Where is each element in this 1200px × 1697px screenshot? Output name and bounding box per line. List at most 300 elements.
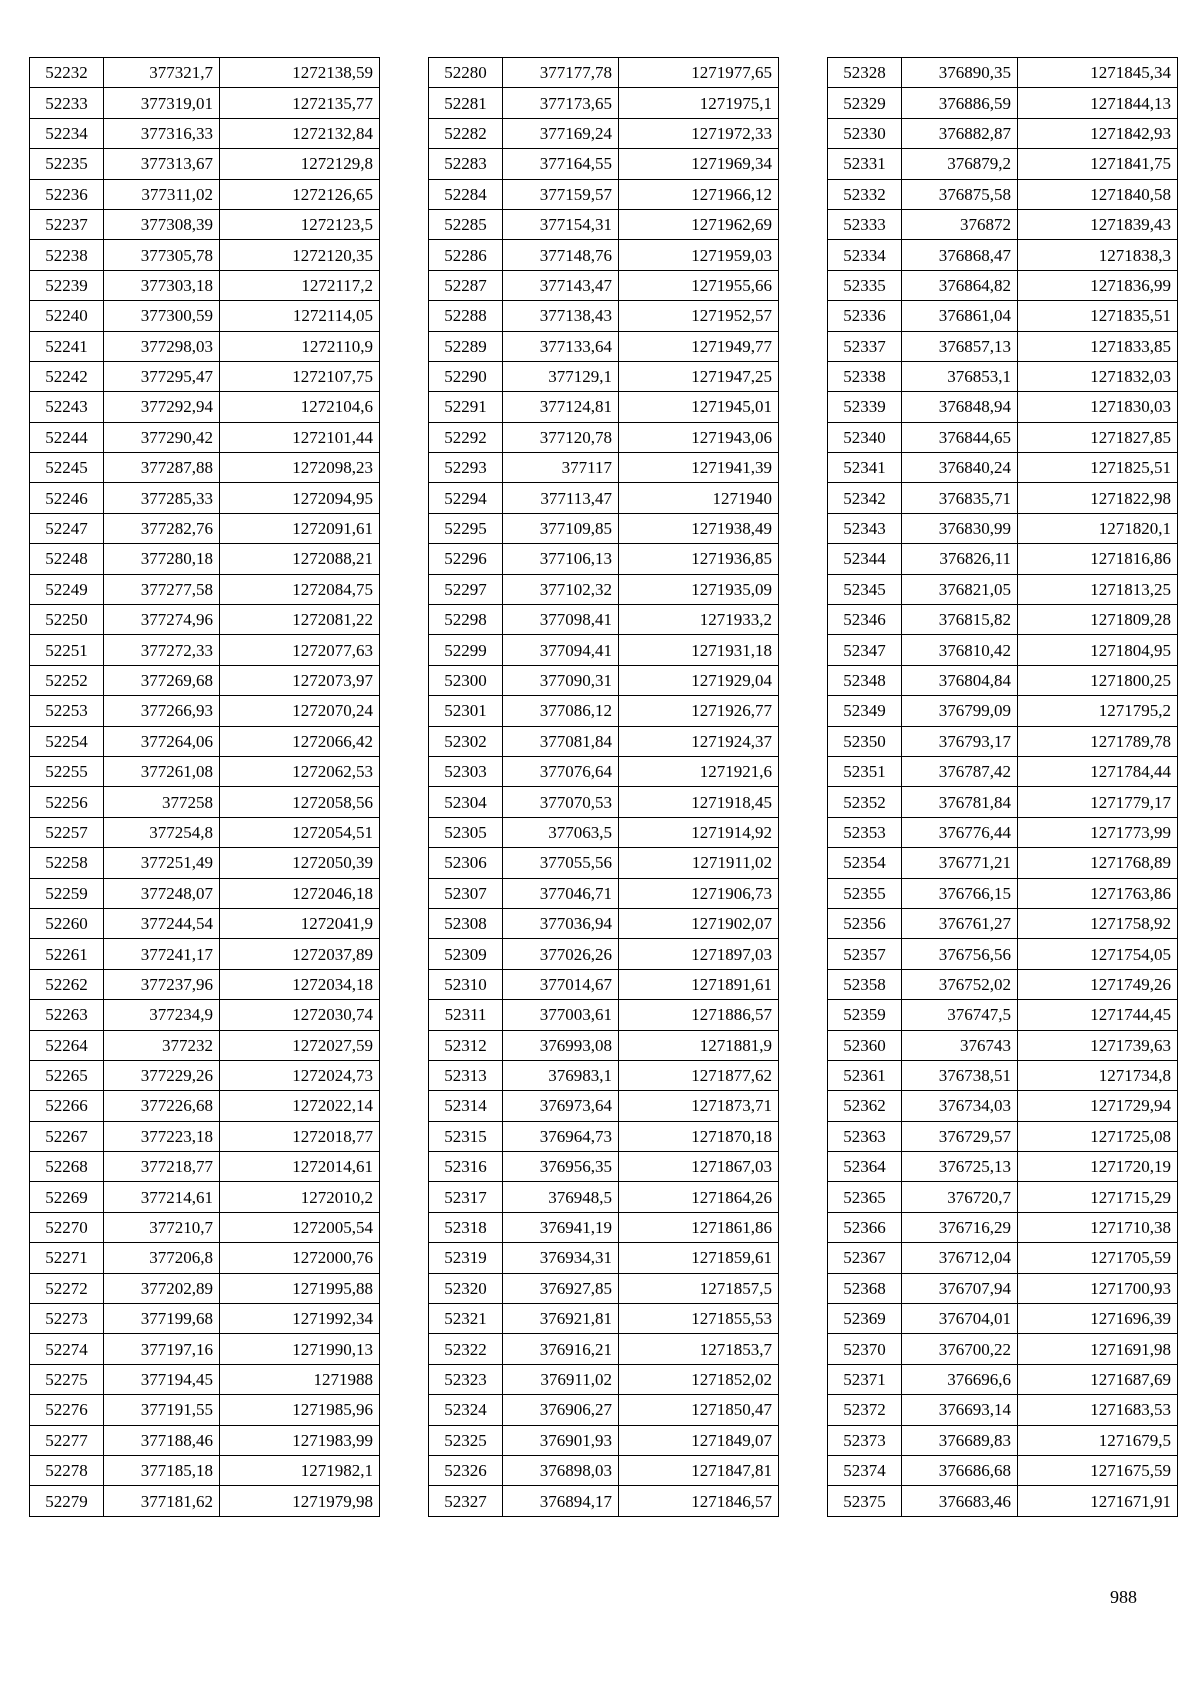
x-coordinate-cell: 376864,82 [902,270,1018,300]
x-coordinate-cell: 377188,46 [104,1425,220,1455]
y-coordinate-cell: 1272120,35 [220,240,380,270]
table-row [828,1182,1178,1212]
table-row [429,726,779,756]
y-coordinate-cell: 1271969,34 [619,149,779,179]
y-coordinate-cell: 1271873,71 [619,1091,779,1121]
x-coordinate-cell: 377177,78 [503,58,619,88]
y-coordinate-cell: 1271832,03 [1018,361,1178,391]
y-coordinate-cell: 1271988 [220,1364,380,1394]
x-coordinate-cell: 376799,09 [902,696,1018,726]
point-id-cell: 52361 [828,1060,902,1090]
table-row [30,665,380,695]
table-row [828,544,1178,574]
x-coordinate-cell: 377098,41 [503,605,619,635]
table-row [30,1304,380,1334]
point-id-cell: 52329 [828,88,902,118]
y-coordinate-cell: 1271983,99 [220,1425,380,1455]
table-row [429,605,779,635]
table-row [30,1273,380,1303]
y-coordinate-cell: 1271838,3 [1018,240,1178,270]
x-coordinate-cell: 376815,82 [902,605,1018,635]
y-coordinate-cell: 1271924,37 [619,726,779,756]
point-id-cell: 52309 [429,939,503,969]
table-row [30,1243,380,1273]
point-id-cell: 52328 [828,58,902,88]
x-coordinate-cell: 376787,42 [902,756,1018,786]
x-coordinate-cell: 377319,01 [104,88,220,118]
point-id-cell: 52240 [30,301,104,331]
table-row [429,939,779,969]
y-coordinate-cell: 1271955,66 [619,270,779,300]
x-coordinate-cell: 376804,84 [902,665,1018,695]
x-coordinate-cell: 376872 [902,209,1018,239]
x-coordinate-cell: 376911,02 [503,1364,619,1394]
table-row [429,88,779,118]
x-coordinate-cell: 376734,03 [902,1091,1018,1121]
y-coordinate-cell: 1271841,75 [1018,149,1178,179]
point-id-cell: 52298 [429,605,503,635]
point-id-cell: 52343 [828,513,902,543]
y-coordinate-cell: 1272037,89 [220,939,380,969]
x-coordinate-cell: 376941,19 [503,1212,619,1242]
y-coordinate-cell: 1271779,17 [1018,787,1178,817]
y-coordinate-cell: 1271820,1 [1018,513,1178,543]
point-id-cell: 52295 [429,513,503,543]
x-coordinate-cell: 376835,71 [902,483,1018,513]
point-id-cell: 52340 [828,422,902,452]
x-coordinate-cell: 377269,68 [104,665,220,695]
table-row [828,817,1178,847]
x-coordinate-cell: 376868,47 [902,240,1018,270]
x-coordinate-cell: 377003,61 [503,1000,619,1030]
x-coordinate-cell: 377185,18 [104,1455,220,1485]
x-coordinate-cell: 376712,04 [902,1243,1018,1273]
y-coordinate-cell: 1272129,8 [220,149,380,179]
point-id-cell: 52339 [828,392,902,422]
point-id-cell: 52342 [828,483,902,513]
x-coordinate-cell: 376898,03 [503,1455,619,1485]
table-row [429,1121,779,1151]
table-row [828,665,1178,695]
table-row [429,574,779,604]
point-id-cell: 52278 [30,1455,104,1485]
y-coordinate-cell: 1271671,91 [1018,1486,1178,1516]
point-id-cell: 52277 [30,1425,104,1455]
table-row [30,270,380,300]
table-row [429,179,779,209]
y-coordinate-cell: 1272073,97 [220,665,380,695]
y-coordinate-cell: 1271749,26 [1018,969,1178,999]
table-row [30,1455,380,1485]
point-id-cell: 52249 [30,574,104,604]
point-id-cell: 52358 [828,969,902,999]
table-row [828,88,1178,118]
x-coordinate-cell: 377086,12 [503,696,619,726]
table-row [30,908,380,938]
point-id-cell: 52318 [429,1212,503,1242]
table-row [828,422,1178,452]
x-coordinate-cell: 376693,14 [902,1395,1018,1425]
table-row [828,1030,1178,1060]
table-row [828,361,1178,391]
point-id-cell: 52250 [30,605,104,635]
point-id-cell: 52354 [828,848,902,878]
table-row [828,696,1178,726]
y-coordinate-cell: 1271833,85 [1018,331,1178,361]
y-coordinate-cell: 1271943,06 [619,422,779,452]
x-coordinate-cell: 377241,17 [104,939,220,969]
table-row [828,1000,1178,1030]
y-coordinate-cell: 1271959,03 [619,240,779,270]
y-coordinate-cell: 1272107,75 [220,361,380,391]
point-id-cell: 52285 [429,209,503,239]
point-id-cell: 52337 [828,331,902,361]
point-id-cell: 52275 [30,1364,104,1394]
table-row [429,908,779,938]
point-id-cell: 52322 [429,1334,503,1364]
point-id-cell: 52288 [429,301,503,331]
table-row [30,240,380,270]
table-row [30,149,380,179]
table-row [828,301,1178,331]
y-coordinate-cell: 1271949,77 [619,331,779,361]
point-id-cell: 52238 [30,240,104,270]
y-coordinate-cell: 1272050,39 [220,848,380,878]
x-coordinate-cell: 377070,53 [503,787,619,817]
y-coordinate-cell: 1271705,59 [1018,1243,1178,1273]
y-coordinate-cell: 1271982,1 [220,1455,380,1485]
table-row [828,1152,1178,1182]
table-row [429,1212,779,1242]
y-coordinate-cell: 1271789,78 [1018,726,1178,756]
y-coordinate-cell: 1272066,42 [220,726,380,756]
x-coordinate-cell: 377143,47 [503,270,619,300]
table-row [429,209,779,239]
point-id-cell: 52287 [429,270,503,300]
point-id-cell: 52307 [429,878,503,908]
point-id-cell: 52261 [30,939,104,969]
y-coordinate-cell: 1271683,53 [1018,1395,1178,1425]
table-row [828,1425,1178,1455]
y-coordinate-cell: 1271847,81 [619,1455,779,1485]
y-coordinate-cell: 1272104,6 [220,392,380,422]
y-coordinate-cell: 1272135,77 [220,88,380,118]
x-coordinate-cell: 377311,02 [104,179,220,209]
y-coordinate-cell: 1271804,95 [1018,635,1178,665]
point-id-cell: 52359 [828,1000,902,1030]
table-row [429,392,779,422]
y-coordinate-cell: 1271952,57 [619,301,779,331]
table-row [828,1060,1178,1090]
y-coordinate-cell: 1271729,94 [1018,1091,1178,1121]
point-id-cell: 52273 [30,1304,104,1334]
x-coordinate-cell: 377282,76 [104,513,220,543]
y-coordinate-cell: 1271840,58 [1018,179,1178,209]
table-row [30,1060,380,1090]
point-id-cell: 52312 [429,1030,503,1060]
x-coordinate-cell: 376826,11 [902,544,1018,574]
x-coordinate-cell: 376853,1 [902,361,1018,391]
point-id-cell: 52348 [828,665,902,695]
point-id-cell: 52366 [828,1212,902,1242]
table-row [828,939,1178,969]
table-row [429,270,779,300]
point-id-cell: 52330 [828,118,902,148]
y-coordinate-cell: 1271850,47 [619,1395,779,1425]
y-coordinate-cell: 1271836,99 [1018,270,1178,300]
table-row [429,756,779,786]
x-coordinate-cell: 377164,55 [503,149,619,179]
x-coordinate-cell: 377055,56 [503,848,619,878]
table-row [429,1060,779,1090]
x-coordinate-cell: 376916,21 [503,1334,619,1364]
x-coordinate-cell: 377308,39 [104,209,220,239]
table-row [828,605,1178,635]
y-coordinate-cell: 1272126,65 [220,179,380,209]
x-coordinate-cell: 376956,35 [503,1152,619,1182]
y-coordinate-cell: 1272022,14 [220,1091,380,1121]
point-id-cell: 52334 [828,240,902,270]
point-id-cell: 52364 [828,1152,902,1182]
x-coordinate-cell: 376993,08 [503,1030,619,1060]
table-row [429,878,779,908]
x-coordinate-cell: 376776,44 [902,817,1018,847]
y-coordinate-cell: 1271691,98 [1018,1334,1178,1364]
y-coordinate-cell: 1272014,61 [220,1152,380,1182]
x-coordinate-cell: 376810,42 [902,635,1018,665]
table-row [828,1273,1178,1303]
table-row [828,1455,1178,1485]
x-coordinate-cell: 376720,7 [902,1182,1018,1212]
y-coordinate-cell: 1271931,18 [619,635,779,665]
point-id-cell: 52356 [828,908,902,938]
y-coordinate-cell: 1271906,73 [619,878,779,908]
x-coordinate-cell: 377133,64 [503,331,619,361]
table-row [30,817,380,847]
y-coordinate-cell: 1272123,5 [220,209,380,239]
table-row [828,1121,1178,1151]
point-id-cell: 52284 [429,179,503,209]
coordinate-table-1 [29,57,380,1517]
table-row [30,88,380,118]
x-coordinate-cell: 377014,67 [503,969,619,999]
x-coordinate-cell: 377102,32 [503,574,619,604]
x-coordinate-cell: 376781,84 [902,787,1018,817]
point-id-cell: 52317 [429,1182,503,1212]
table-row [30,939,380,969]
y-coordinate-cell: 1271877,62 [619,1060,779,1090]
x-coordinate-cell: 377210,7 [104,1212,220,1242]
table-row [828,1395,1178,1425]
x-coordinate-cell: 376738,51 [902,1060,1018,1090]
x-coordinate-cell: 377106,13 [503,544,619,574]
x-coordinate-cell: 377090,31 [503,665,619,695]
table-row [30,1152,380,1182]
table-row [828,58,1178,88]
point-id-cell: 52372 [828,1395,902,1425]
coordinate-table-3 [827,57,1178,1517]
x-coordinate-cell: 377321,7 [104,58,220,88]
point-id-cell: 52308 [429,908,503,938]
point-id-cell: 52258 [30,848,104,878]
y-coordinate-cell: 1271849,07 [619,1425,779,1455]
point-id-cell: 52362 [828,1091,902,1121]
x-coordinate-cell: 376882,87 [902,118,1018,148]
y-coordinate-cell: 1271800,25 [1018,665,1178,695]
y-coordinate-cell: 1271859,61 [619,1243,779,1273]
x-coordinate-cell: 376921,81 [503,1304,619,1334]
x-coordinate-cell: 376752,02 [902,969,1018,999]
point-id-cell: 52279 [30,1486,104,1516]
y-coordinate-cell: 1272054,51 [220,817,380,847]
table-row [30,1425,380,1455]
point-id-cell: 52243 [30,392,104,422]
y-coordinate-cell: 1271929,04 [619,665,779,695]
table-row [30,453,380,483]
point-id-cell: 52357 [828,939,902,969]
point-id-cell: 52350 [828,726,902,756]
y-coordinate-cell: 1272091,61 [220,513,380,543]
y-coordinate-cell: 1272010,2 [220,1182,380,1212]
point-id-cell: 52256 [30,787,104,817]
table-row [828,969,1178,999]
x-coordinate-cell: 376948,5 [503,1182,619,1212]
x-coordinate-cell: 377046,71 [503,878,619,908]
point-id-cell: 52282 [429,118,503,148]
y-coordinate-cell: 1271739,63 [1018,1030,1178,1060]
point-id-cell: 52324 [429,1395,503,1425]
y-coordinate-cell: 1271846,57 [619,1486,779,1516]
table-row [30,969,380,999]
x-coordinate-cell: 377232 [104,1030,220,1060]
y-coordinate-cell: 1272094,95 [220,483,380,513]
table-row [429,453,779,483]
point-id-cell: 52246 [30,483,104,513]
point-id-cell: 52297 [429,574,503,604]
point-id-cell: 52341 [828,453,902,483]
point-id-cell: 52367 [828,1243,902,1273]
table-row [828,1486,1178,1516]
point-id-cell: 52259 [30,878,104,908]
table-row [30,179,380,209]
y-coordinate-cell: 1272077,63 [220,635,380,665]
y-coordinate-cell: 1271966,12 [619,179,779,209]
x-coordinate-cell: 377076,64 [503,756,619,786]
y-coordinate-cell: 1272041,9 [220,908,380,938]
x-coordinate-cell: 376983,1 [503,1060,619,1090]
y-coordinate-cell: 1271720,19 [1018,1152,1178,1182]
point-id-cell: 52242 [30,361,104,391]
point-id-cell: 52323 [429,1364,503,1394]
x-coordinate-cell: 377109,85 [503,513,619,543]
table-row [30,422,380,452]
point-id-cell: 52235 [30,149,104,179]
y-coordinate-cell: 1271886,57 [619,1000,779,1030]
point-id-cell: 52344 [828,544,902,574]
point-id-cell: 52346 [828,605,902,635]
point-id-cell: 52326 [429,1455,503,1485]
point-id-cell: 52304 [429,787,503,817]
table-row [30,361,380,391]
point-id-cell: 52280 [429,58,503,88]
x-coordinate-cell: 377191,55 [104,1395,220,1425]
x-coordinate-cell: 376771,21 [902,848,1018,878]
y-coordinate-cell: 1271941,39 [619,453,779,483]
point-id-cell: 52233 [30,88,104,118]
point-id-cell: 52268 [30,1152,104,1182]
table-row [30,1395,380,1425]
x-coordinate-cell: 376696,6 [902,1364,1018,1394]
x-coordinate-cell: 376704,01 [902,1304,1018,1334]
point-id-cell: 52289 [429,331,503,361]
table-row [429,301,779,331]
table-row [429,1304,779,1334]
point-id-cell: 52266 [30,1091,104,1121]
y-coordinate-cell: 1272027,59 [220,1030,380,1060]
x-coordinate-cell: 377287,88 [104,453,220,483]
x-coordinate-cell: 376716,29 [902,1212,1018,1242]
x-coordinate-cell: 377206,8 [104,1243,220,1273]
point-id-cell: 52293 [429,453,503,483]
table-row [429,1395,779,1425]
y-coordinate-cell: 1271825,51 [1018,453,1178,483]
y-coordinate-cell: 1271768,89 [1018,848,1178,878]
y-coordinate-cell: 1271773,99 [1018,817,1178,847]
y-coordinate-cell: 1271852,02 [619,1364,779,1394]
table-row [828,513,1178,543]
x-coordinate-cell: 377258 [104,787,220,817]
y-coordinate-cell: 1272034,18 [220,969,380,999]
y-coordinate-cell: 1271809,28 [1018,605,1178,635]
table-row [429,483,779,513]
point-id-cell: 52299 [429,635,503,665]
x-coordinate-cell: 376729,57 [902,1121,1018,1151]
coordinate-table-2 [428,57,779,1517]
point-id-cell: 52290 [429,361,503,391]
x-coordinate-cell: 376934,31 [503,1243,619,1273]
point-id-cell: 52365 [828,1182,902,1212]
y-coordinate-cell: 1271754,05 [1018,939,1178,969]
y-coordinate-cell: 1272132,84 [220,118,380,148]
x-coordinate-cell: 376821,05 [902,574,1018,604]
point-id-cell: 52300 [429,665,503,695]
table-row [429,149,779,179]
y-coordinate-cell: 1272070,24 [220,696,380,726]
x-coordinate-cell: 376890,35 [902,58,1018,88]
x-coordinate-cell: 377313,67 [104,149,220,179]
table-row [30,1000,380,1030]
table-row [429,1455,779,1485]
table-row [30,1182,380,1212]
table-row [30,605,380,635]
point-id-cell: 52352 [828,787,902,817]
table-row [429,331,779,361]
y-coordinate-cell: 1271870,18 [619,1121,779,1151]
x-coordinate-cell: 377223,18 [104,1121,220,1151]
point-id-cell: 52331 [828,149,902,179]
table-row [429,969,779,999]
y-coordinate-cell: 1271679,5 [1018,1425,1178,1455]
point-id-cell: 52244 [30,422,104,452]
y-coordinate-cell: 1271822,98 [1018,483,1178,513]
y-coordinate-cell: 1271992,34 [220,1304,380,1334]
point-id-cell: 52236 [30,179,104,209]
x-coordinate-cell: 377305,78 [104,240,220,270]
y-coordinate-cell: 1271816,86 [1018,544,1178,574]
point-id-cell: 52332 [828,179,902,209]
point-id-cell: 52315 [429,1121,503,1151]
x-coordinate-cell: 377181,62 [104,1486,220,1516]
